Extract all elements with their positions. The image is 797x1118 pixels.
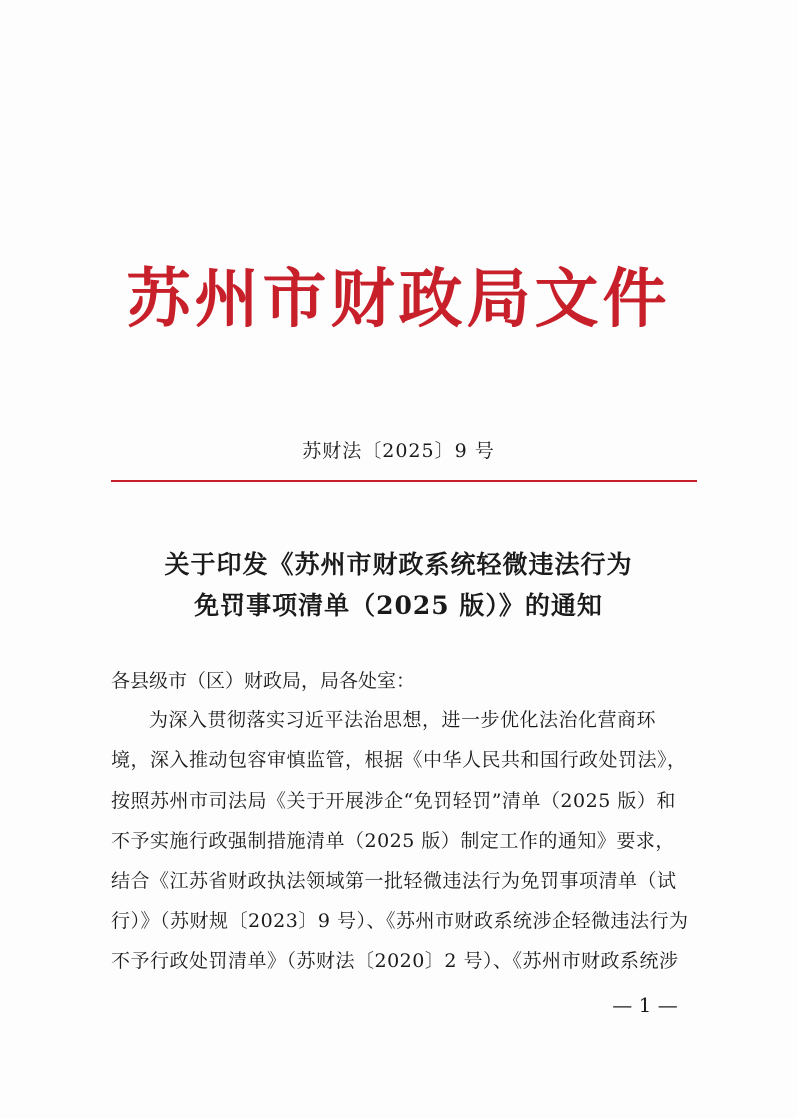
body-line: 不予行政处罚清单》（苏财法〔2020〕2 号）、《苏州市财政系统涉 xyxy=(111,950,679,972)
body-line: 按照苏州市司法局《关于开展涉企“免罚轻罚”清单（2025 版）和 xyxy=(111,790,676,812)
body-line: 为深入贯彻落实习近平法治思想，进一步优化法治化营商环 xyxy=(149,709,657,731)
page-number: — 1 — xyxy=(612,993,678,1017)
document-number: 苏财法〔2025〕9 号 xyxy=(302,440,495,462)
document-title-line-2: 免罚事项清单（2025 版）》的通知 xyxy=(194,591,603,620)
body-line: 境，深入推动包容审慎监管，根据《中华人民共和国行政处罚法》， xyxy=(111,749,687,771)
salutation: 各县级市（区）财政局，局各处室： xyxy=(111,670,416,692)
red-separator-line xyxy=(111,480,697,482)
body-line: 不予实施行政强制措施清单（2025 版）制定工作的通知》要求， xyxy=(111,830,675,852)
issuer-header-title: 苏州市财政局文件 xyxy=(126,262,671,337)
body-line: 结合《江苏省财政执法领域第一批轻微违法行为免罚事项清单（试 xyxy=(111,870,677,892)
body-line: 行）》（苏财规〔2023〕9 号）、《苏州市财政系统涉企轻微违法行为 xyxy=(111,910,689,932)
document-title-line-1: 关于印发《苏州市财政系统轻微违法行为 xyxy=(164,550,633,579)
